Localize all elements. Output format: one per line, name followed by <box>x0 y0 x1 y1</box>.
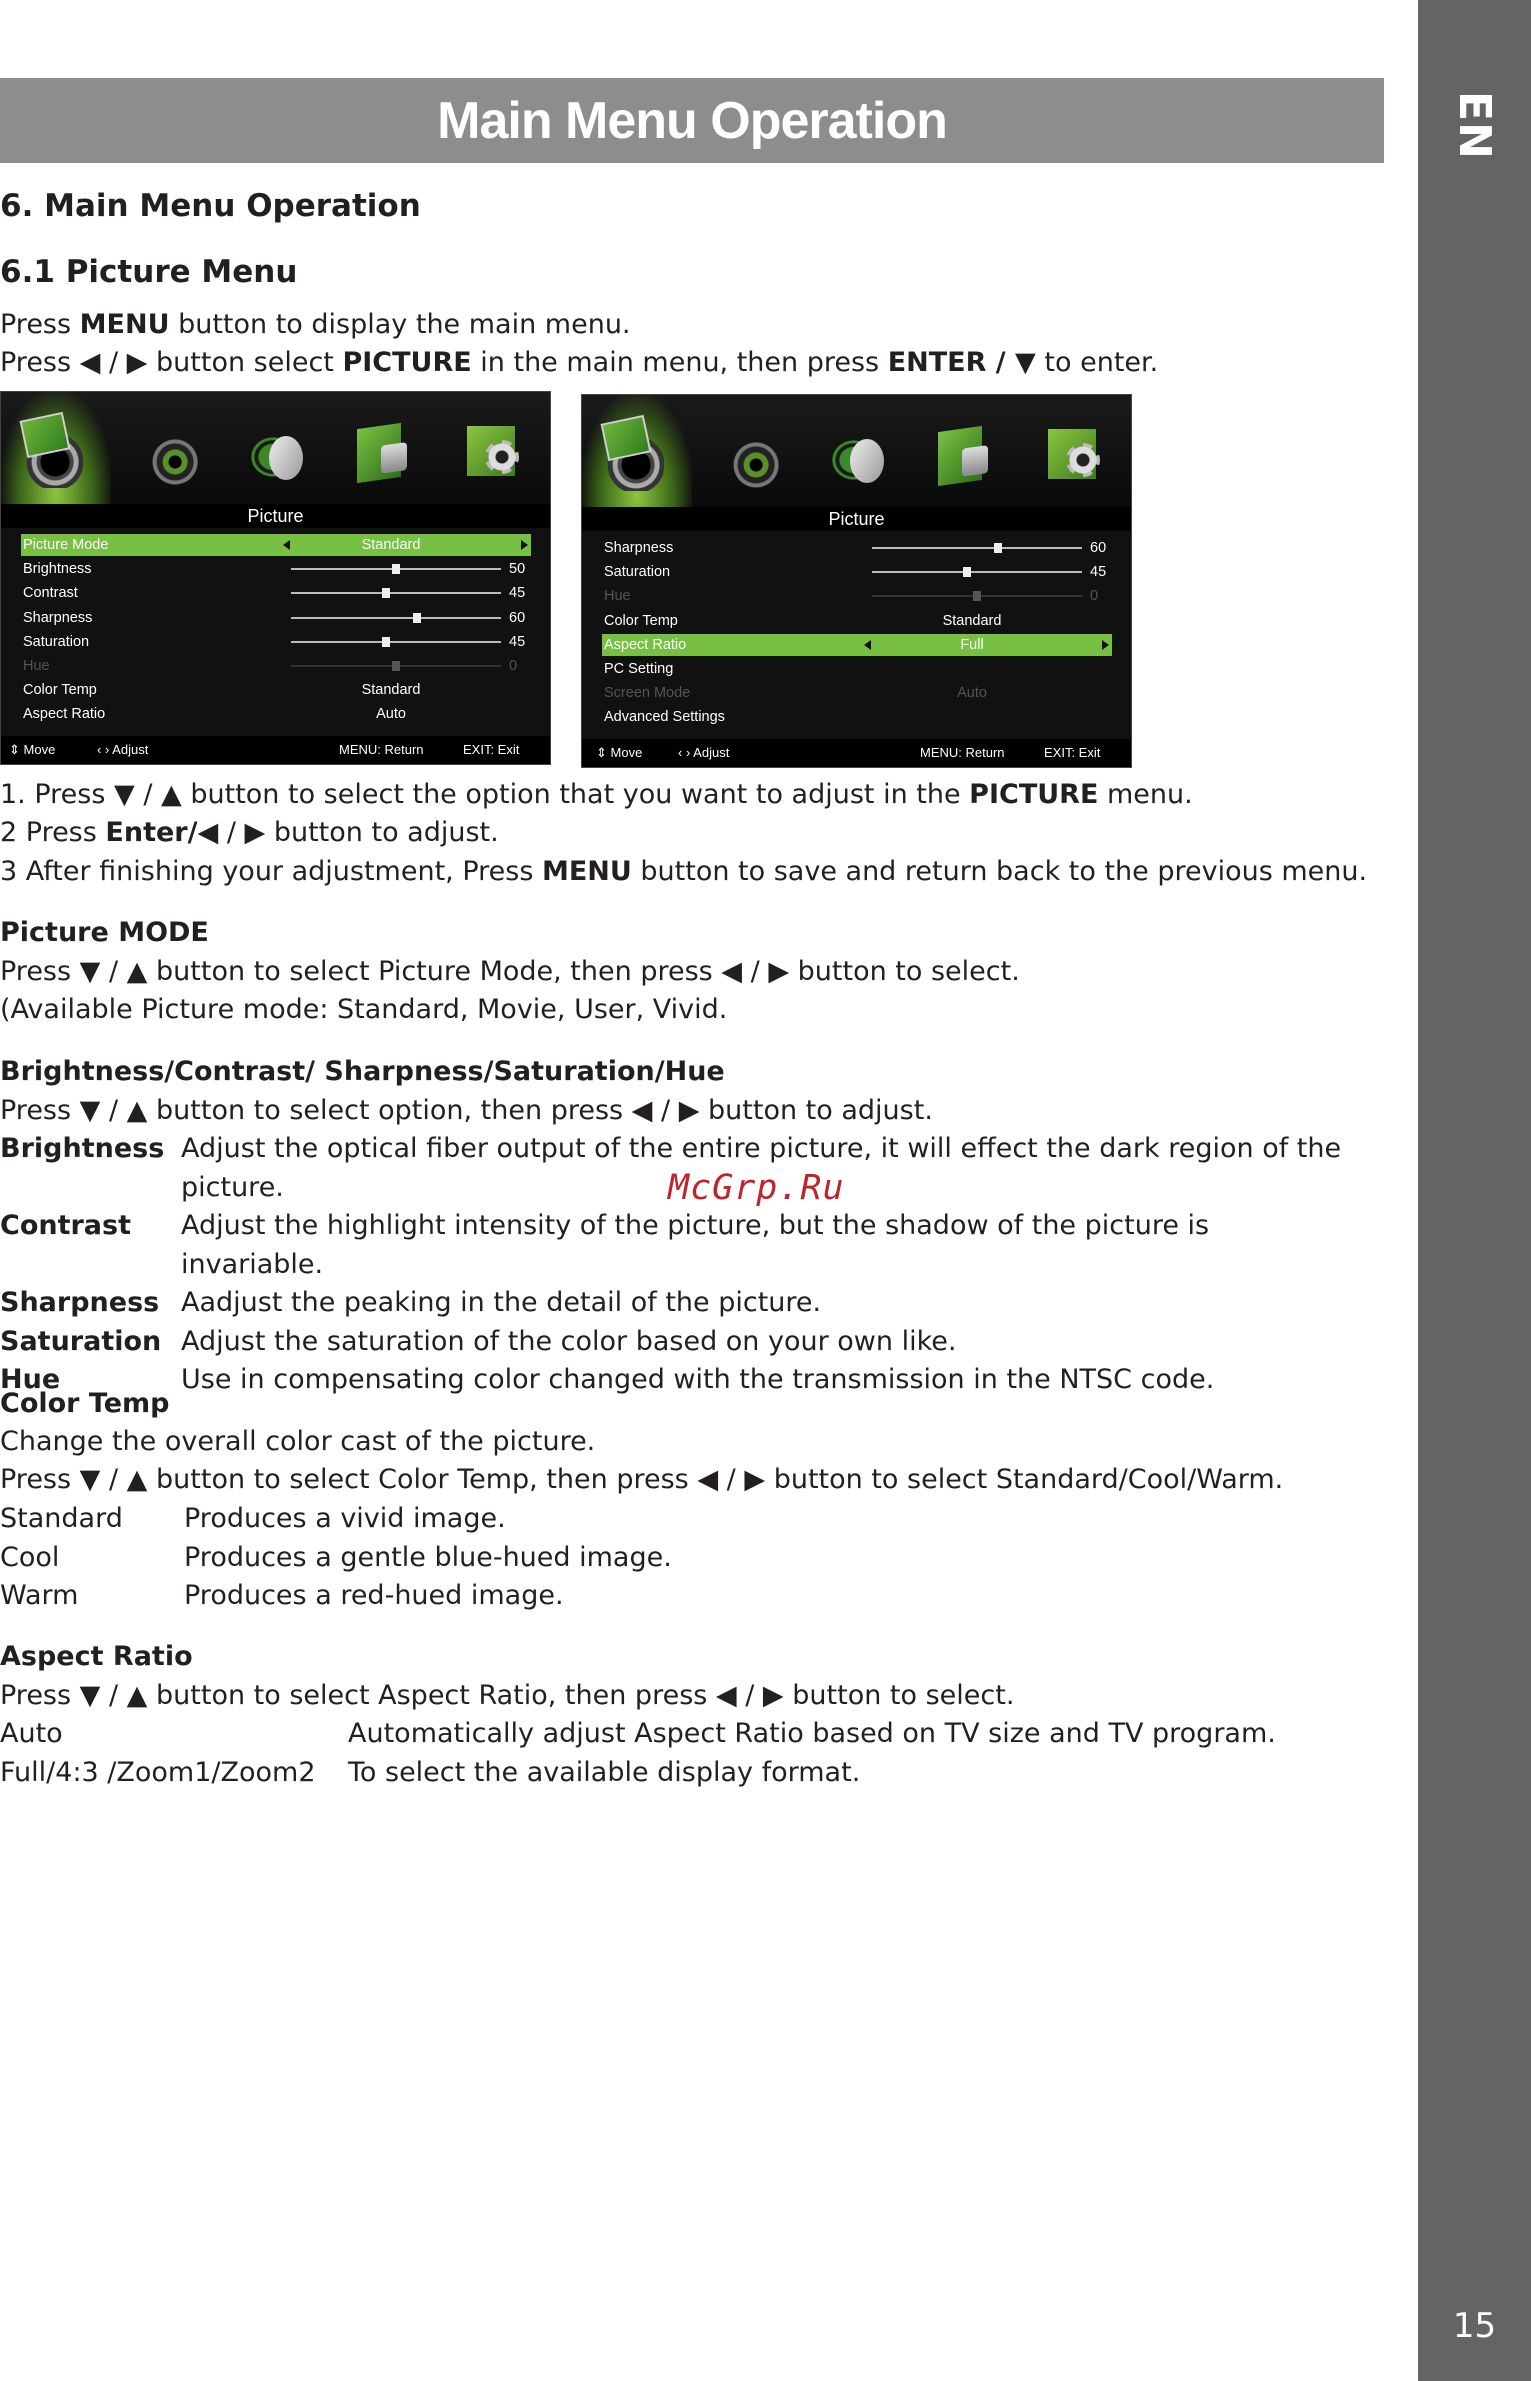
aspect-line-1: Press ▼ / ▲ button to select Aspect Ratio, then press ◀ / ▶ button to select. <box>0 1680 1015 1711</box>
picture-camera-icon <box>21 426 83 488</box>
osd-row[interactable] <box>21 534 531 556</box>
step-2: 2 Press Enter/◀ / ▶ button to adjust. <box>0 817 499 848</box>
osd-icon-bar <box>1 392 550 504</box>
slider-knob[interactable] <box>392 661 400 671</box>
lock-icon <box>357 423 401 483</box>
definition-description: Adjust the saturation of the color based on your own like. <box>181 1325 957 1357</box>
osd-row-label: Color Temp <box>604 612 678 629</box>
sound-speaker-icon <box>141 426 203 488</box>
osd-row-value: Standard <box>361 537 421 553</box>
slider-knob[interactable] <box>994 543 1002 553</box>
osd-row[interactable] <box>602 634 1112 656</box>
osd-row-number: 45 <box>1090 564 1107 581</box>
page-number: 15 <box>1452 2306 1497 2346</box>
osd-row-label: Hue <box>604 588 631 605</box>
definition-term: Brightness <box>0 1133 165 1164</box>
definition-term: Cool <box>0 1541 60 1573</box>
arrow-right-icon[interactable] <box>521 540 528 550</box>
definition-row <box>0 1577 1354 1616</box>
heading-color-temp: Color Temp <box>0 1388 170 1419</box>
osd-row[interactable] <box>21 631 531 653</box>
osd-row[interactable] <box>602 610 1112 632</box>
osd-row[interactable] <box>602 682 1112 704</box>
osd-row-label: Contrast <box>23 585 78 602</box>
exit-hint: EXIT: Exit <box>463 742 520 757</box>
definition-term: Saturation <box>0 1325 162 1357</box>
osd-row-label: PC Setting <box>604 661 674 677</box>
osd-row[interactable] <box>21 703 531 725</box>
osd-row-value: Auto <box>376 706 406 723</box>
adjust-hint: ‹ › Adjust <box>678 745 730 760</box>
definition-row <box>0 1715 1518 1754</box>
osd-row[interactable] <box>602 658 1112 680</box>
osd-row-label: Aspect Ratio <box>604 636 687 653</box>
osd-title: Picture <box>1 504 550 528</box>
osd-slider[interactable] <box>872 595 1082 597</box>
osd-row-number: 0 <box>1090 588 1099 605</box>
language-label: EN <box>1448 90 1500 160</box>
definition-term: Full/4:3 /Zoom1/Zoom2 <box>0 1756 316 1788</box>
definition-row <box>0 1284 1351 1323</box>
definition-description: Produces a red-hued image. <box>184 1580 564 1611</box>
osd-row-value: Standard <box>361 682 421 699</box>
arrow-left-icon[interactable] <box>283 540 290 550</box>
definition-row <box>0 1500 1354 1539</box>
osd-row-number: 0 <box>509 658 518 674</box>
exit-hint: EXIT: Exit <box>1044 745 1101 760</box>
osd-row-label: Picture Mode <box>23 537 109 553</box>
osd-row[interactable] <box>602 537 1112 559</box>
definition-description: Produces a gentle blue-hued image. <box>184 1541 672 1573</box>
picture-mode-line-2: (Available Picture mode: Standard, Movie, User, Vivid. <box>0 994 728 1025</box>
definition-description: Automatically adjust Aspect Ratio based on TV size and TV program. <box>348 1718 1276 1749</box>
return-hint: MENU: Return <box>339 742 424 757</box>
osd-row-label: Aspect Ratio <box>23 706 106 723</box>
osd-screenshot-picture-2 <box>581 394 1132 768</box>
definition-term: Standard <box>0 1503 123 1534</box>
definition-row <box>0 1207 1351 1284</box>
banner-title: Main Menu Operation <box>437 91 947 150</box>
osd-row[interactable] <box>602 561 1112 583</box>
definition-row <box>0 1539 1354 1578</box>
osd-row-label: Brightness <box>23 561 92 578</box>
definition-description: Use in compensating color changed with the transmission in the NTSC code. <box>181 1364 1215 1395</box>
osd-footer <box>582 739 1131 767</box>
osd-row-label: Saturation <box>604 564 671 581</box>
slider-knob[interactable] <box>382 588 390 598</box>
osd-row-label: Hue <box>23 658 50 674</box>
osd-row-number: 45 <box>509 585 526 602</box>
language-tab <box>1418 88 1531 162</box>
picture-camera-icon <box>602 429 664 491</box>
color-temp-line-1: Change the overall color cast of the picture. <box>0 1426 596 1457</box>
step-1: 1. Press ▼ / ▲ button to select the option that you want to adjust in the PICTURE menu. <box>0 779 1193 810</box>
sound-speaker-icon <box>722 429 784 491</box>
definition-description: Adjust the optical fiber output of the entire picture, it will effect the dark region of the picture. <box>181 1133 1342 1203</box>
heading-main-menu: 6. Main Menu Operation <box>0 188 421 224</box>
osd-slider[interactable] <box>291 641 501 643</box>
osd-row-label: Screen Mode <box>604 685 691 702</box>
osd-row-value: Standard <box>942 612 1002 629</box>
osd-row-label: Saturation <box>23 633 90 650</box>
channel-dish-icon <box>826 429 888 491</box>
osd-row[interactable] <box>21 582 531 604</box>
osd-row[interactable] <box>21 607 531 629</box>
definition-term: Contrast <box>0 1210 132 1241</box>
osd-row-value: Auto <box>957 685 987 702</box>
return-hint: MENU: Return <box>920 745 1005 760</box>
setup-gear-icon <box>1048 429 1096 479</box>
bcs-line-1: Press ▼ / ▲ button to select option, then press ◀ / ▶ button to adjust. <box>0 1095 933 1126</box>
osd-footer <box>1 736 550 764</box>
definition-term: Warm <box>0 1580 79 1611</box>
arrow-left-icon[interactable] <box>864 640 871 650</box>
osd-slider[interactable] <box>291 665 501 667</box>
slider-knob[interactable] <box>382 637 390 647</box>
slider-knob[interactable] <box>973 591 981 601</box>
section-banner <box>0 78 1384 163</box>
move-hint: ⇕ Move <box>9 742 56 757</box>
definition-term: Hue <box>0 1364 61 1395</box>
definition-row <box>0 1754 1518 1793</box>
color-temp-line-2: Press ▼ / ▲ button to select Color Temp, then press ◀ / ▶ button to select Standard/Cool/Warm. <box>0 1464 1284 1495</box>
osd-row[interactable] <box>21 558 531 580</box>
heading-picture-mode: Picture MODE <box>0 917 209 948</box>
osd-row[interactable] <box>21 655 531 677</box>
osd-title: Picture <box>582 507 1131 531</box>
slider-knob[interactable] <box>413 613 421 623</box>
aspect-definitions <box>0 1715 1518 1792</box>
osd-row-label: Advanced Settings <box>604 709 725 726</box>
osd-row-label: Sharpness <box>23 609 93 626</box>
definition-row <box>0 1323 1351 1362</box>
definition-term: Auto <box>0 1718 63 1749</box>
definition-description: Adjust the highlight intensity of the picture, but the shadow of the picture is invariable. <box>181 1210 1210 1280</box>
osd-row-label: Color Temp <box>23 682 97 699</box>
osd-screenshot-picture-1 <box>0 391 551 765</box>
picture-mode-line-1: Press ▼ / ▲ button to select Picture Mode, then press ◀ / ▶ button to select. <box>0 956 1020 987</box>
intro-line-1: Press MENU button to display the main menu. <box>0 309 631 340</box>
osd-row[interactable] <box>602 706 1112 728</box>
lock-icon <box>938 426 982 486</box>
osd-row-number: 60 <box>1090 540 1107 556</box>
osd-icon-bar <box>582 395 1131 507</box>
osd-slider[interactable] <box>872 547 1082 549</box>
osd-slider[interactable] <box>291 592 501 594</box>
definition-term: Sharpness <box>0 1287 160 1318</box>
move-hint: ⇕ Move <box>596 745 643 760</box>
osd-row-number: 60 <box>509 609 526 626</box>
heading-aspect-ratio: Aspect Ratio <box>0 1641 193 1672</box>
adjust-hint: ‹ › Adjust <box>97 742 149 757</box>
definition-row <box>0 1361 1351 1400</box>
slider-knob[interactable] <box>963 567 971 577</box>
definition-description: To select the available display format. <box>348 1756 861 1788</box>
color-temp-definitions <box>0 1500 1354 1616</box>
heading-picture-menu: 6.1 Picture Menu <box>0 254 298 290</box>
osd-row[interactable] <box>21 679 531 701</box>
slider-knob[interactable] <box>392 564 400 574</box>
step-3: 3 After finishing your adjustment, Press MENU button to save and return back to the previous menu. <box>0 856 1368 887</box>
intro-line-2: Press ◀ / ▶ button select PICTURE in the main menu, then press ENTER / ▼ to enter. <box>0 347 1159 378</box>
heading-brightness-contrast: Brightness/Contrast/ Sharpness/Saturation/Hue <box>0 1056 725 1087</box>
osd-row[interactable] <box>602 585 1112 607</box>
osd-row-label: Sharpness <box>604 540 674 556</box>
osd-row-number: 45 <box>509 633 526 650</box>
osd-row-value: Full <box>960 636 984 653</box>
channel-dish-icon <box>245 426 307 488</box>
definition-description: Aadjust the peaking in the detail of the picture. <box>181 1287 822 1318</box>
osd-slider[interactable] <box>872 571 1082 573</box>
arrow-right-icon[interactable] <box>1102 640 1109 650</box>
definition-description: Produces a vivid image. <box>184 1503 506 1534</box>
osd-slider[interactable] <box>291 568 501 570</box>
side-bar <box>1418 0 1531 2381</box>
osd-slider[interactable] <box>291 617 501 619</box>
setup-gear-icon <box>467 426 515 476</box>
watermark: McGrp.Ru <box>668 1168 845 1208</box>
osd-row-number: 50 <box>509 561 526 578</box>
